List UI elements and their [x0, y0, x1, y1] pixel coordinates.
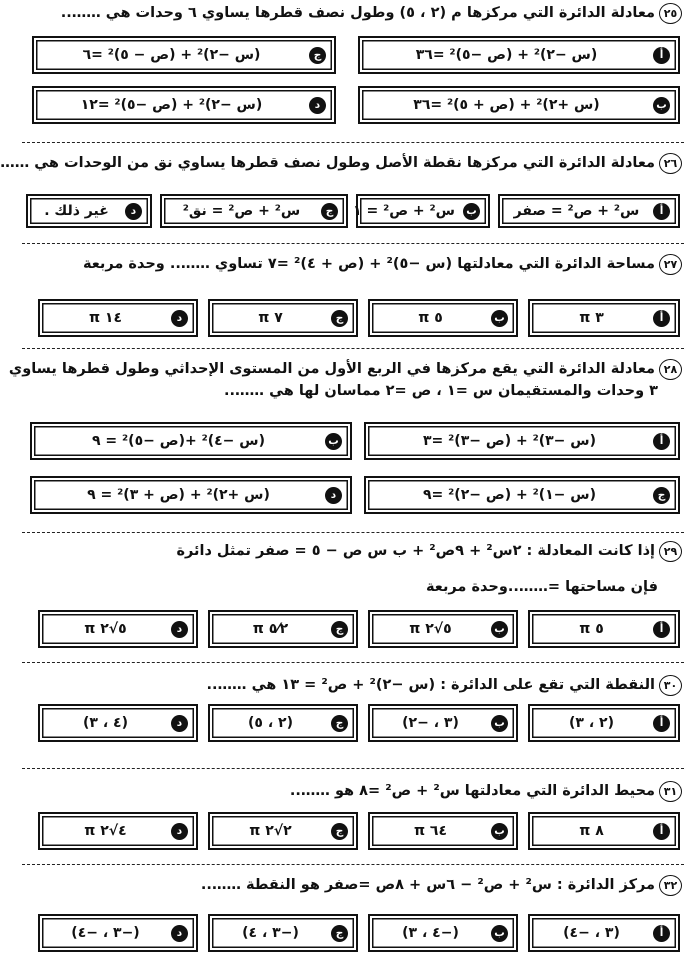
- option-badge: أ: [653, 433, 670, 450]
- options-row: [18, 812, 688, 852]
- option-text: (−٤ ، ٣): [402, 925, 459, 941]
- option-d[interactable]: [38, 610, 198, 648]
- option-badge: د: [171, 823, 188, 840]
- option-text: ٦٤ π: [413, 823, 448, 839]
- option-b[interactable]: [353, 194, 490, 228]
- option-text: ٨ π: [579, 823, 604, 839]
- option-d[interactable]: [26, 194, 152, 228]
- option-badge: أ: [653, 47, 670, 64]
- option-b[interactable]: [368, 704, 518, 742]
- option-a[interactable]: [528, 704, 680, 742]
- option-text: ٢√٢ π: [249, 823, 292, 839]
- options-row: [18, 194, 688, 234]
- option-b[interactable]: [368, 812, 518, 850]
- question-stem-line2: فإن مساحتها =……..وحدة مربعة: [425, 579, 658, 595]
- option-text: (س −٢)² + (ص −٥)² =٣٦: [415, 47, 598, 63]
- option-badge: أ: [653, 715, 670, 732]
- option-d[interactable]: [38, 812, 198, 850]
- option-a[interactable]: [358, 36, 680, 74]
- option-badge: ج: [331, 621, 348, 638]
- options-row: [18, 422, 688, 462]
- option-text: (س −٣)² + (ص −٣)² =٣: [423, 433, 596, 449]
- option-text: (س −١)² + (ص −٢)² =٩: [423, 487, 596, 503]
- option-text: غير ذلك .: [44, 203, 109, 219]
- option-badge: د: [171, 925, 188, 942]
- option-badge: د: [309, 97, 326, 114]
- question-27: [18, 253, 688, 275]
- option-badge: ب: [463, 203, 480, 220]
- option-badge: د: [171, 310, 188, 327]
- option-badge: ج: [653, 487, 670, 504]
- option-b[interactable]: [368, 914, 518, 952]
- option-badge: ج: [331, 310, 348, 327]
- question-number: ٣٢: [659, 875, 682, 896]
- option-c[interactable]: [208, 704, 358, 742]
- question-number: ٢٨: [659, 359, 682, 380]
- option-badge: ب: [491, 715, 508, 732]
- divider: [22, 243, 684, 244]
- option-d[interactable]: [38, 914, 198, 952]
- option-text: س² + ص² = صفر: [513, 203, 640, 219]
- option-a[interactable]: [498, 194, 680, 228]
- option-c[interactable]: [160, 194, 348, 228]
- option-d[interactable]: [30, 476, 352, 514]
- question-stem: ٢٨معادلة الدائرة التي يقع مركزها في الربع الأول من المستوى الإحداثي وطول قطرها يساوي: [18, 358, 688, 380]
- option-text: (−٣ ، ٤): [242, 925, 299, 941]
- option-a[interactable]: [528, 914, 680, 952]
- option-badge: ب: [653, 97, 670, 114]
- option-text: ٥ π: [579, 621, 604, 637]
- option-d[interactable]: [38, 704, 198, 742]
- question-stem: ٣٢مركز الدائرة : س² + ص² − ٦س + ٨ص =صفر هو النقطة ……..: [18, 874, 688, 896]
- option-c[interactable]: [32, 36, 336, 74]
- option-a[interactable]: [528, 812, 680, 850]
- option-text: س² + ص² = ١: [353, 203, 455, 219]
- option-badge: ب: [491, 310, 508, 327]
- option-a[interactable]: [528, 610, 680, 648]
- question-32: [18, 874, 688, 896]
- option-badge: ب: [491, 925, 508, 942]
- option-badge: أ: [653, 621, 670, 638]
- option-badge: ب: [325, 433, 342, 450]
- option-b[interactable]: [368, 299, 518, 337]
- divider: [22, 532, 684, 533]
- option-badge: أ: [653, 925, 670, 942]
- question-26: [0, 152, 688, 174]
- options-row: [18, 704, 688, 744]
- options-row: [18, 610, 688, 650]
- option-text: (س +٢)² + (ص + ٥)² =٣٦: [413, 97, 600, 113]
- option-text: (٤ ، ٣): [83, 715, 128, 731]
- option-c[interactable]: [208, 914, 358, 952]
- divider: [22, 662, 684, 663]
- option-text: ٤√٢ π: [84, 823, 127, 839]
- option-a[interactable]: [528, 299, 680, 337]
- question-stem-line2: ٣ وحدات والمستقيمان س =١ ، ص =٢ مماسان لها هي ……..: [224, 383, 658, 399]
- option-badge: ج: [331, 715, 348, 732]
- option-c[interactable]: [364, 476, 680, 514]
- option-text: (س −٤)² +(ص −٥)² = ٩: [92, 433, 265, 449]
- option-text: (س −٢)² + (ص − ٥)² =٦: [82, 47, 261, 63]
- question-28: [8, 358, 688, 402]
- options-row: [18, 86, 688, 126]
- options-row: [18, 299, 688, 339]
- option-text: (س −٢)² + (ص −٥)² =١٢: [80, 97, 263, 113]
- option-d[interactable]: [38, 299, 198, 337]
- option-badge: أ: [653, 203, 670, 220]
- question-stem: ٢٧مساحة الدائرة التي معادلتها (س −٥)² + (ص + ٤)² =٧ تساوي …….. وحدة مربعة: [18, 253, 688, 275]
- options-row: [18, 914, 688, 954]
- option-c[interactable]: [208, 812, 358, 850]
- divider: [22, 768, 684, 769]
- option-text: ١٤ π: [88, 310, 123, 326]
- question-29: [18, 540, 688, 598]
- option-badge: ج: [309, 47, 326, 64]
- option-a[interactable]: [364, 422, 680, 460]
- divider: [22, 864, 684, 865]
- question-stem: ٢٦معادلة الدائرة التي مركزها نقطة الأصل وطول نصف قطرها يساوي نق من الوحدات هي ……: [18, 152, 688, 174]
- option-c[interactable]: [208, 610, 358, 648]
- option-text: ٥⁄٢ π: [252, 621, 289, 637]
- option-b[interactable]: [358, 86, 680, 124]
- option-badge: ج: [331, 823, 348, 840]
- option-text: (٣ ، −٢): [402, 715, 459, 731]
- option-text: (٢ ، ٥): [248, 715, 293, 731]
- option-badge: ج: [321, 203, 338, 220]
- option-text: (٣ ، −٤): [563, 925, 620, 941]
- question-number: ٢٦: [659, 153, 682, 174]
- divider: [22, 142, 684, 143]
- option-text: ٣ π: [579, 310, 604, 326]
- question-stem: ٢٩إذا كانت المعادلة : ٢س² + ٩ص² + ب س ص − ٥ = صفر تمثل دائرة: [18, 540, 688, 562]
- option-text: ٧ π: [258, 310, 283, 326]
- question-number: ٢٥: [659, 3, 682, 24]
- divider: [22, 348, 684, 349]
- option-text: (−٣ ، −٤): [71, 925, 140, 941]
- option-badge: أ: [653, 823, 670, 840]
- question-stem: ٢٥معادلة الدائرة التي مركزها م (٢ ، ٥) وطول نصف قطرها يساوي ٦ وحدات هي ……..: [18, 2, 688, 24]
- option-b[interactable]: [368, 610, 518, 648]
- option-text: ٥√٢ π: [409, 621, 452, 637]
- option-c[interactable]: [208, 299, 358, 337]
- option-text: س² + ص² = نق²: [182, 203, 301, 219]
- question-number: ٣١: [659, 781, 682, 802]
- question-30: [18, 674, 688, 696]
- option-text: (س +٢)² + (ص + ٣)² = ٩: [87, 487, 270, 503]
- question-number: ٣٠: [659, 675, 682, 696]
- option-badge: د: [171, 621, 188, 638]
- question-number: ٢٩: [659, 541, 682, 562]
- option-badge: د: [325, 487, 342, 504]
- options-row: [18, 476, 688, 516]
- option-badge: أ: [653, 310, 670, 327]
- options-row: [18, 36, 688, 76]
- question-25: [18, 2, 688, 24]
- question-31: [18, 780, 688, 802]
- option-text: ٥√٢ π: [84, 621, 127, 637]
- option-b[interactable]: [30, 422, 352, 460]
- option-text: (٢ ، ٣): [569, 715, 614, 731]
- option-d[interactable]: [32, 86, 336, 124]
- option-badge: ج: [331, 925, 348, 942]
- option-text: ٥ π: [418, 310, 443, 326]
- option-badge: د: [171, 715, 188, 732]
- question-number: ٢٧: [659, 254, 682, 275]
- option-badge: د: [125, 203, 142, 220]
- question-stem: ٣١محيط الدائرة التي معادلتها س² + ص² =٨ هو ……..: [18, 780, 688, 802]
- option-badge: ب: [491, 621, 508, 638]
- option-badge: ب: [491, 823, 508, 840]
- question-stem: ٣٠النقطة التي تقع على الدائرة : (س −٢)² + ص² = ١٣ هي ……..: [18, 674, 688, 696]
